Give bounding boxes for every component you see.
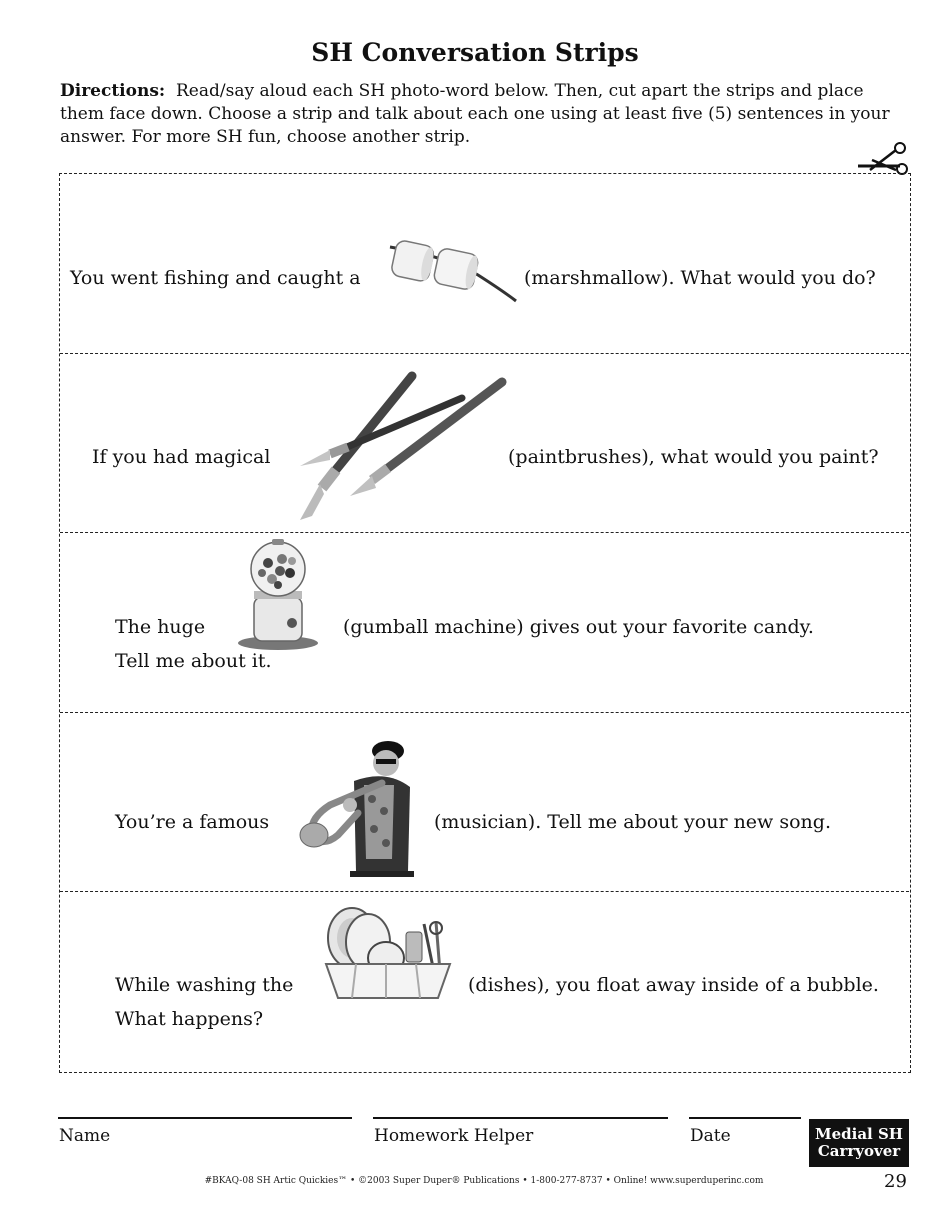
directions-text: Read/say aloud each SH photo-word below. Then, cut apart the strips and place them face down. Choose a strip and talk about each one using at least five (5) sentences in your answer. For more SH fun, choose another strip. [60, 81, 890, 147]
strip-dishes [60, 891, 909, 1072]
page-number: 29 [884, 1171, 907, 1192]
name-line[interactable] [58, 1117, 352, 1119]
strip-text-after: (gumball machine) gives out your favorite candy. [343, 616, 814, 638]
strip-text-line2: What happens? [115, 1008, 264, 1030]
medial-sh-carryover-badge [809, 1119, 909, 1167]
dishes-image [322, 902, 454, 1002]
date-label: Date [690, 1126, 731, 1146]
date-line[interactable] [689, 1117, 801, 1119]
copyright-line: #BKAQ-08 SH Artic Quickies™ • ©2003 Super Duper® Publications • 1-800-277-8737 • Online! www.superduperinc.com [204, 1176, 764, 1186]
homework-helper-line[interactable] [373, 1117, 668, 1119]
directions-label: Directions: [60, 81, 166, 101]
strip-gumball-machine [60, 532, 909, 712]
strip-text-before: While washing the [115, 974, 294, 996]
page-title: SH Conversation Strips [311, 38, 639, 67]
strip-text-after: (marshmallow). What would you do? [524, 267, 876, 289]
scissors-icon [856, 140, 910, 176]
name-label: Name [59, 1126, 111, 1146]
marshmallow-image [388, 229, 518, 304]
strip-text-after: (paintbrushes), what would you paint? [508, 446, 879, 468]
strip-paintbrushes [60, 353, 909, 532]
homework-helper-label: Homework Helper [374, 1126, 534, 1146]
strip-musician [60, 712, 909, 891]
conversation-strips [59, 173, 911, 1073]
strip-text-after: (dishes), you float away inside of a bubble. [468, 974, 879, 996]
strip-text-before: If you had magical [92, 446, 271, 468]
strip-marshmallow [60, 174, 909, 353]
paintbrushes-image [290, 370, 515, 522]
strip-text-before: You went fishing and caught a [70, 267, 361, 289]
gumball-machine-image [232, 539, 324, 651]
directions [60, 80, 890, 149]
musician-image [290, 739, 415, 877]
badge-line1: Medial SH [815, 1125, 903, 1143]
badge-line2: Carryover [817, 1142, 901, 1160]
strip-text-before: The huge [115, 616, 206, 638]
strip-text-line2: Tell me about it. [115, 650, 272, 672]
strip-text-after: (musician). Tell me about your new song. [434, 811, 831, 833]
strip-text-before: You’re a famous [115, 811, 270, 833]
